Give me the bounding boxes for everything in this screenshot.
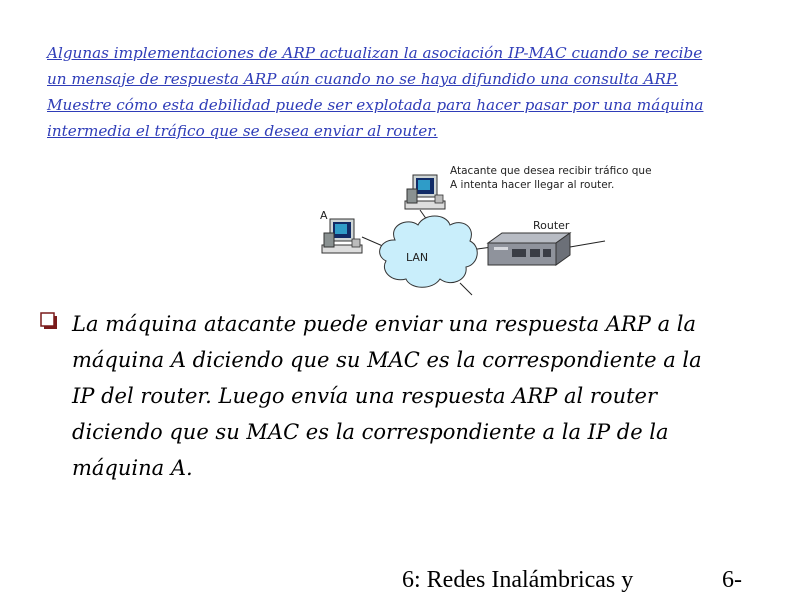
- lan-label: LAN: [406, 251, 429, 264]
- question-line: Muestre cómo esta debilidad puede ser explotada para hacer pasar por una máquina: [47, 96, 704, 114]
- question-line: intermedia el tráfico que se desea enviar al router.: [47, 122, 438, 140]
- answer-text: [72, 306, 762, 486]
- answer-line: máquina A diciendo que su MAC es la correspondiente a la: [72, 348, 702, 372]
- answer-line: IP del router. Luego envía una respuesta ARP al router: [72, 384, 658, 408]
- router-label: Router: [533, 219, 570, 232]
- lan-cloud-icon: [380, 216, 478, 287]
- footer-page-number: 6-: [722, 567, 742, 593]
- attacker-computer-icon: [405, 175, 445, 209]
- router-icon: [488, 233, 570, 265]
- answer-line: máquina A.: [72, 456, 193, 480]
- question-line: un mensaje de respuesta ARP aún cuando no se haya difundido una consulta ARP.: [47, 70, 678, 88]
- link-router-out: [570, 241, 605, 247]
- checkbox-bullet-icon: [40, 312, 58, 330]
- computer-a-icon: [322, 219, 362, 253]
- question-line: Algunas implementaciones de ARP actualizan la asociación IP-MAC cuando se recibe: [47, 44, 703, 62]
- footer-title: 6: Redes Inalámbricas y: [402, 567, 634, 593]
- attacker-label-line2: A intenta hacer llegar al router.: [450, 179, 615, 191]
- link-lan-down: [460, 283, 472, 295]
- question-text: [47, 40, 737, 144]
- network-diagram: [300, 155, 652, 300]
- answer-line: diciendo que su MAC es la correspondiente a la IP de la: [72, 420, 669, 444]
- host-a-label: A: [320, 209, 328, 222]
- answer-line: La máquina atacante puede enviar una respuesta ARP a la: [72, 312, 697, 336]
- attacker-label-line1: Atacante que desea recibir tráfico que: [450, 165, 652, 177]
